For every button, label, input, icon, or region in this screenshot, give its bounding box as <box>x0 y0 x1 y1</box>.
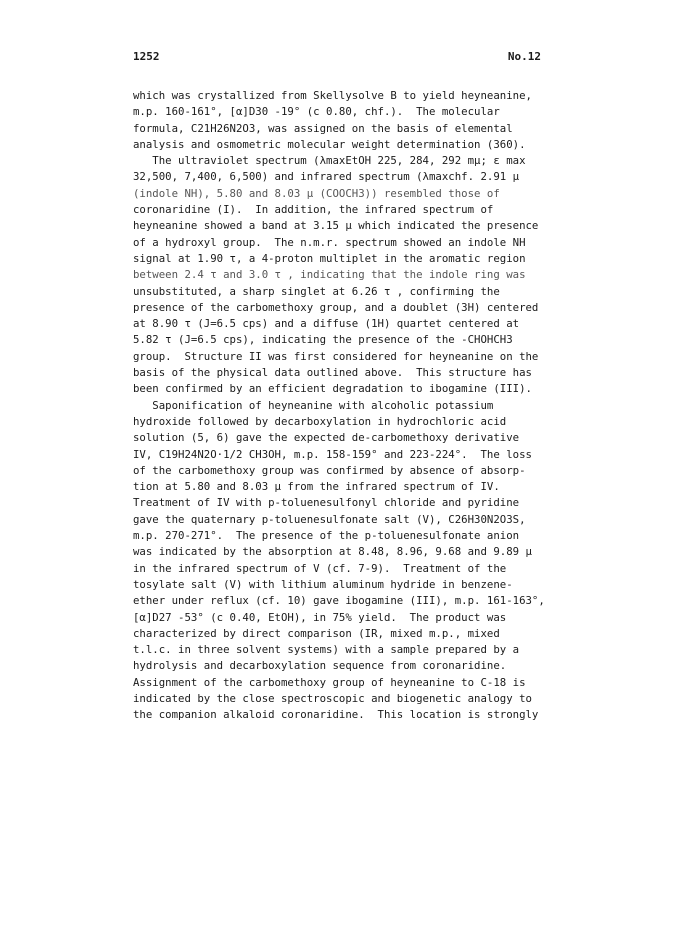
text-line: solution (5, 6) gave the expected de-carbomethoxy derivative <box>133 431 520 445</box>
text-line: of the carbomethoxy group was confirmed by absence of absorp- <box>133 463 526 477</box>
text-line: m.p. 160-161°, [α]D30 -19° (c 0.80, chf.). The molecular <box>133 105 500 119</box>
text-line: basis of the physical data outlined above. This structure has <box>133 366 532 380</box>
text-line: t.l.c. in three solvent systems) with a sample prepared by a <box>133 643 520 657</box>
page-number: 1252 <box>133 50 160 63</box>
text-line: heyneanine showed a band at 3.15 μ which indicated the presence <box>133 219 539 233</box>
text-line: (indole NH), 5.80 and 8.03 μ (COOCH3)) resembled those of <box>133 186 500 200</box>
text-line: 5.82 τ (J=6.5 cps), indicating the presence of the -CHOHCH3 <box>133 333 513 347</box>
text-line: presence of the carbomethoxy group, and a doublet (3H) centered <box>133 300 539 314</box>
text-line: 32,500, 7,400, 6,500) and infrared spectrum (λmaxchf. 2.91 μ <box>133 170 520 184</box>
text-line: m.p. 270-271°. The presence of the p-toluenesulfonate anion <box>133 529 520 543</box>
text-line: at 8.90 τ (J=6.5 cps) and a diffuse (1H) quartet centered at <box>133 317 520 331</box>
text-line: indicated by the close spectroscopic and biogenetic analogy to <box>133 691 532 705</box>
text-line: group. Structure II was first considered for heyneanine on the <box>133 349 539 363</box>
text-line: in the infrared spectrum of V (cf. 7-9). Treatment of the <box>133 561 507 575</box>
text-line: which was crystallized from Skellysolve B to yield heyneanine, <box>133 89 532 102</box>
text-line: unsubstituted, a sharp singlet at 6.26 τ , confirming the <box>133 284 500 298</box>
text-line: the companion alkaloid coronaridine. This location is strongly <box>133 708 539 722</box>
text-line: [α]D27 -53° (c 0.40, EtOH), in 75% yield. The product was <box>133 610 507 624</box>
text-line: tion at 5.80 and 8.03 μ from the infrared spectrum of IV. <box>133 480 500 494</box>
text-line: hydroxide followed by decarboxylation in hydrochloric acid <box>133 414 507 428</box>
text-line: was indicated by the absorption at 8.48, 8.96, 9.68 and 9.89 μ <box>133 545 532 559</box>
text-line: formula, C21H26N2O3, was assigned on the basis of elemental <box>133 121 513 135</box>
text-line: analysis and osmometric molecular weight determination (360). <box>133 137 526 151</box>
text-line: tosylate salt (V) with lithium aluminum hydride in benzene- <box>133 577 513 591</box>
text-line: of a hydroxyl group. The n.m.r. spectrum showed an indole NH <box>133 235 526 249</box>
page-header <box>133 50 541 68</box>
issue-number: No.12 <box>507 50 541 63</box>
text-line: coronaridine (I). In addition, the infrared spectrum of <box>133 203 494 217</box>
text-line: The ultraviolet spectrum (λmaxEtOH 225, 284, 292 mμ; ε max <box>133 154 526 168</box>
text-line: Assignment of the carbomethoxy group of heyneanine to C-18 is <box>133 675 526 689</box>
text-line: hydrolysis and decarboxylation sequence from coronaridine. <box>133 659 507 673</box>
text-line: signal at 1.90 τ, a 4-proton multiplet in the aromatic region <box>133 251 526 265</box>
body-text <box>133 88 553 724</box>
text-line: gave the quaternary p-toluenesulfonate salt (V), C26H30N2O3S, <box>133 512 526 526</box>
text-line: IV, C19H24N2O·1/2 CH3OH, m.p. 158-159° and 223-224°. The loss <box>133 447 532 461</box>
text-line: between 2.4 τ and 3.0 τ , indicating that the indole ring was <box>133 268 526 282</box>
text-line: ether under reflux (cf. 10) gave ibogamine (III), m.p. 161-163°, <box>133 594 545 608</box>
text-line: been confirmed by an efficient degradation to ibogamine (III). <box>133 382 532 396</box>
text-line: characterized by direct comparison (IR, mixed m.p., mixed <box>133 626 500 640</box>
text-line: Treatment of IV with p-toluenesulfonyl chloride and pyridine <box>133 496 520 510</box>
text-line: Saponification of heyneanine with alcoholic potassium <box>133 398 494 412</box>
